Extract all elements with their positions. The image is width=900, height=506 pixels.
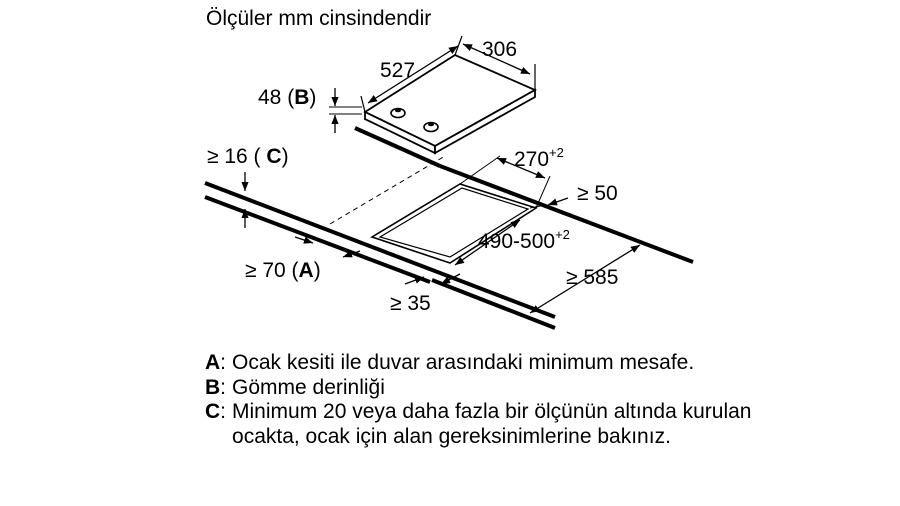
svg-text:≥ 16 ( C): ≥ 16 ( C) (207, 145, 289, 168)
min-front-key: A (298, 259, 314, 282)
min-front-dimension (245, 237, 360, 282)
embed-depth-dimension (258, 86, 362, 133)
min-front-label: ≥ 70 ( (245, 259, 299, 282)
embed-depth-label: 48 (258, 86, 282, 109)
legend-colon: : (220, 400, 227, 423)
width-label: 306 (482, 38, 518, 61)
legend (205, 351, 765, 449)
legend-colon: : (220, 375, 227, 399)
min-above-key: C (266, 145, 282, 168)
diagram-title: Ölçüler mm cinsindendir (206, 7, 432, 30)
cutout-depth-label: 490-500 (478, 230, 556, 253)
legend-text: Ocak kesiti ile duvar arasındaki minimum mesafe. (232, 351, 695, 374)
depth-label: 527 (380, 59, 416, 82)
legend-item-c (205, 400, 765, 449)
legend-item-b (205, 376, 765, 401)
min-total-dimension (530, 245, 640, 313)
control-knob-center-icon (428, 123, 434, 127)
min-back-label: ≥ 50 (577, 182, 618, 205)
embed-depth-key: B (294, 86, 310, 109)
legend-colon: : (220, 351, 227, 374)
legend-text: Gömme derinliği (232, 375, 385, 399)
svg-text:≥ 70 (A): ≥ 70 (A) (245, 259, 321, 282)
legend-item-a (205, 351, 765, 376)
legend-key: A (205, 351, 221, 374)
svg-text:270+2 (514, 145, 564, 171)
control-knob-center-icon (395, 109, 401, 113)
legend-text: Minimum 20 veya daha fazla bir ölçünün altında kurulan ocakta, ocak için alan gereksinimlerine bakınız. (232, 400, 752, 448)
svg-text:48 (B): 48 (B) (258, 86, 317, 109)
min-side-label: ≥ 35 (390, 292, 431, 315)
svg-text:490-500+2 (478, 227, 570, 253)
cutout-width-label: 270 (514, 148, 550, 171)
worktop-bottom-edge-right (432, 280, 555, 328)
cutout-depth-tolerance: +2 (555, 227, 570, 242)
worktop-drawing (205, 156, 693, 328)
legend-key: B (205, 375, 221, 399)
min-total-label: ≥ 585 (566, 266, 619, 289)
cutout-width-tolerance: +2 (549, 145, 564, 160)
legend-key: C (205, 400, 221, 423)
min-above-label: ≥ 16 ( (207, 145, 261, 168)
